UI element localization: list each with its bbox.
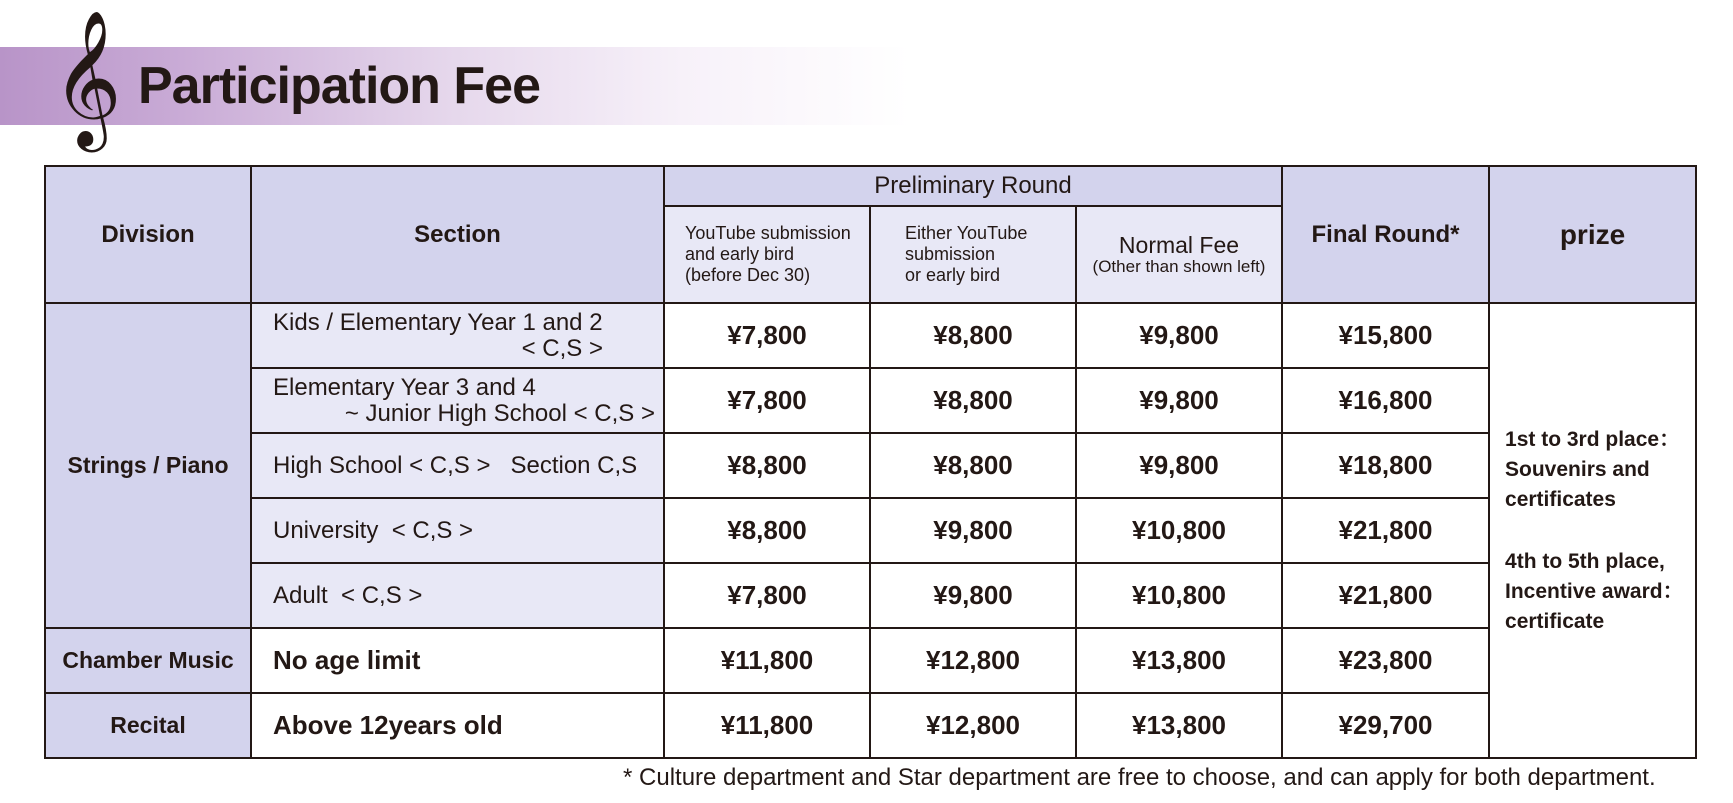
prize-line: Incentive award：: [1505, 579, 1684, 603]
header-final-round: Final Round*: [1282, 166, 1489, 303]
fee-either: ¥8,800: [870, 303, 1076, 368]
fee-either: ¥9,800: [870, 563, 1076, 628]
table-row: [45, 563, 1696, 628]
section-line: Kids / Elementary Year 1 and 2: [273, 308, 603, 336]
fee-youtube-early-bird: ¥11,800: [664, 693, 870, 758]
section-high-school: High School < C,S > Section C,S: [251, 433, 664, 498]
fee-final-round: ¥16,800: [1282, 368, 1489, 433]
fee-youtube-early-bird: ¥7,800: [664, 303, 870, 368]
header-youtube-early-bird: [664, 206, 870, 303]
section-line: Elementary Year 3 and 4: [273, 373, 536, 401]
prize-line: certificates: [1505, 487, 1616, 511]
section-above-12: Above 12years old: [251, 693, 664, 758]
fee-normal: ¥10,800: [1076, 498, 1282, 563]
fee-youtube-early-bird: ¥8,800: [664, 498, 870, 563]
fee-final-round: ¥29,700: [1282, 693, 1489, 758]
fee-final-round: ¥18,800: [1282, 433, 1489, 498]
fee-either: ¥8,800: [870, 433, 1076, 498]
section-line: < C,S >: [521, 334, 603, 362]
header-normal-fee: [1076, 206, 1282, 303]
fee-final-round: ¥21,800: [1282, 498, 1489, 563]
fee-final-round: ¥21,800: [1282, 563, 1489, 628]
header-youtube-early-bird-line: and early bird: [685, 244, 795, 264]
header-normal-fee-label: Normal Fee: [1118, 231, 1240, 258]
section-elementary-3-4-junior-high: [251, 368, 664, 433]
header-preliminary-round: Preliminary Round: [664, 166, 1282, 206]
table-row: [45, 303, 1696, 368]
section-adult: Adult < C,S >: [251, 563, 664, 628]
header-either-option-line: submission: [905, 244, 996, 264]
table-row: [45, 628, 1696, 693]
prize-line: 1st to 3rd place：: [1505, 427, 1681, 451]
fee-table: [44, 165, 1697, 759]
footnote: * Culture department and Star department are free to choose, and can apply for both department.: [623, 764, 1656, 791]
fee-normal: ¥9,800: [1076, 303, 1282, 368]
prize-line: Souvenirs and: [1505, 457, 1650, 481]
header-either-option: [870, 206, 1076, 303]
header-either-option-line: Either YouTube: [905, 223, 1028, 243]
section-university: University < C,S >: [251, 498, 664, 563]
fee-either: ¥12,800: [870, 628, 1076, 693]
fee-normal: ¥10,800: [1076, 563, 1282, 628]
table-row: [45, 368, 1696, 433]
header-youtube-early-bird-line: YouTube submission: [685, 223, 851, 243]
fee-normal: ¥9,800: [1076, 368, 1282, 433]
fee-youtube-early-bird: ¥7,800: [664, 563, 870, 628]
division-recital: Recital: [45, 693, 251, 758]
page-title: Participation Fee: [138, 57, 540, 115]
fee-normal: ¥13,800: [1076, 628, 1282, 693]
prize-description: [1489, 303, 1696, 758]
fee-either: ¥9,800: [870, 498, 1076, 563]
header-prize: prize: [1489, 166, 1696, 303]
fee-either: ¥12,800: [870, 693, 1076, 758]
header-youtube-early-bird-line: (before Dec 30): [685, 265, 811, 285]
fee-normal: ¥13,800: [1076, 693, 1282, 758]
fee-youtube-early-bird: ¥11,800: [664, 628, 870, 693]
header-normal-fee-note: (Other than shown left): [1092, 256, 1266, 276]
fee-final-round: ¥23,800: [1282, 628, 1489, 693]
fee-youtube-early-bird: ¥8,800: [664, 433, 870, 498]
prize-line: certificate: [1505, 609, 1605, 633]
division-strings-piano: Strings / Piano: [45, 303, 251, 628]
section-line: ~ Junior High School < C,S >: [344, 399, 655, 427]
section-no-age-limit: No age limit: [251, 628, 664, 693]
header-section: Section: [251, 166, 664, 303]
fee-normal: ¥9,800: [1076, 433, 1282, 498]
table-row: [45, 693, 1696, 758]
table-row: [45, 433, 1696, 498]
prize-line: 4th to 5th place,: [1505, 549, 1665, 573]
fee-youtube-early-bird: ¥7,800: [664, 368, 870, 433]
fee-either: ¥8,800: [870, 368, 1076, 433]
table-row: [45, 498, 1696, 563]
section-kids-elementary-1-2: [251, 303, 664, 368]
fee-final-round: ¥15,800: [1282, 303, 1489, 368]
header-division: Division: [45, 166, 251, 303]
header-either-option-line: or early bird: [905, 265, 1001, 285]
treble-clef-icon: 𝄞: [52, 8, 122, 146]
division-chamber-music: Chamber Music: [45, 628, 251, 693]
